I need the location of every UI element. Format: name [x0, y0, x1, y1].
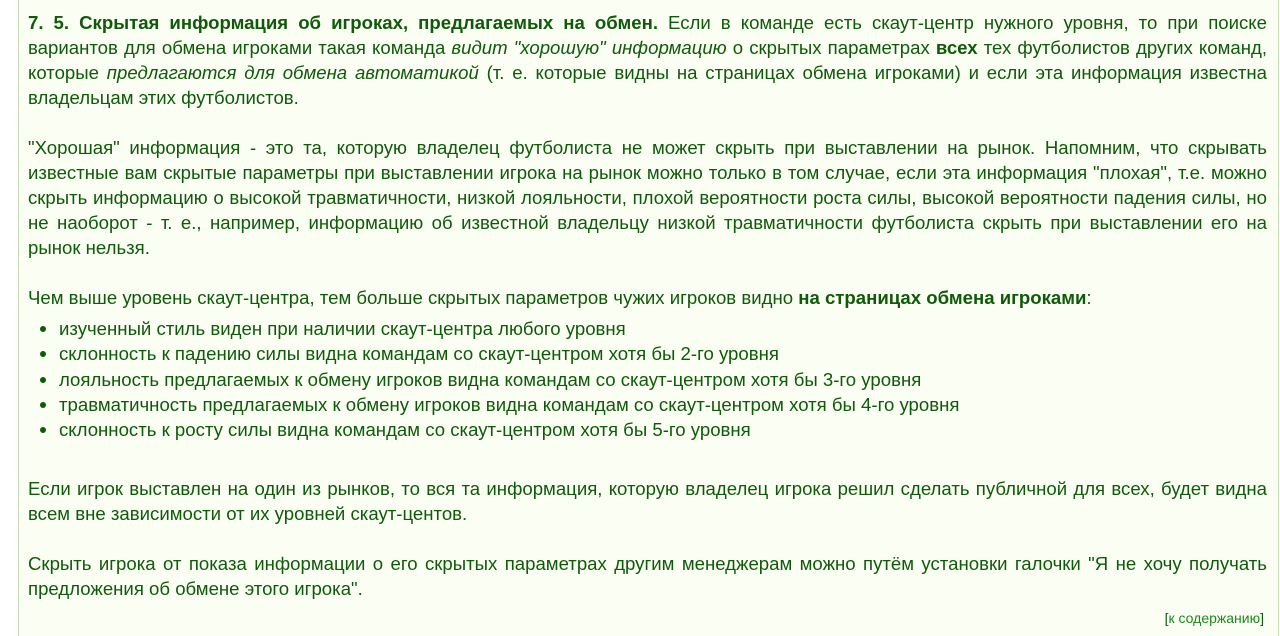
bracket-open: [: [1164, 610, 1169, 626]
content-panel: [18, 0, 1279, 636]
spacer: [28, 526, 1267, 551]
spacer: [28, 110, 1267, 135]
intro-strong: всех: [935, 37, 978, 58]
section-heading: 7. 5. Скрытая информация об игроках, предлагаемых на обмен.: [28, 12, 658, 33]
toc-link-wrapper: [1165, 609, 1264, 627]
article-body: [28, 10, 1267, 601]
list-item: изученный стиль виден при наличии скаут-центра любого уровня: [59, 316, 1267, 341]
paragraph-intro: [28, 10, 1267, 110]
intro-text-2: о скрытых параметрах: [726, 37, 936, 58]
intro-emphasis-2: предлагаются для обмена автоматикой: [106, 62, 479, 83]
spacer: [28, 442, 1267, 476]
scout-levels-strong: на страницах обмена игроками: [798, 287, 1087, 308]
paragraph-scout-levels: [28, 285, 1267, 310]
list-item: склонность к росту силы видна командам со скаут-центром хотя бы 5-го уровня: [59, 417, 1267, 442]
list-item: лояльность предлагаемых к обмену игроков видна командам со скаут-центром хотя бы 3-го уровня: [59, 367, 1267, 392]
paragraph-hide-player: Скрыть игрока от показа информации о его скрытых параметрах другим менеджерам можно путём установки галочки "Я не хочу получать предложения об обмене этого игрока".: [28, 553, 1267, 600]
scout-levels-text: Чем выше уровень скаут-центра, тем больше скрытых параметров чужих игроков видно: [28, 287, 799, 308]
intro-text-4: (т. е. которые видны на страницах обмена игроками) и если эта информация известна владельцам этих футболистов.: [28, 62, 1267, 108]
list-item: травматичность предлагаемых к обмену игроков видна командам со скаут-центром хотя бы 4-го уровня: [59, 392, 1267, 417]
spacer: [28, 260, 1267, 285]
paragraph-good-info: "Хорошая" информация - это та, которую владелец футболиста не может скрыть при выставлении на рынок. Напомним, что скрывать известные вам скрытые параметры при выставлении игрока на рынок можно только в том случае, если эта информация "плохая", т.е. можно скрыть информацию о высокой травматичности, низкой лояльности, плохой вероятности роста силы, высокой вероятности падения силы, но не наоборот - т. е., например, информацию об известной владельцу низкой травматичности футболиста скрыть при выставлении его на рынок нельзя.: [28, 137, 1267, 258]
list-item: склонность к падению силы видна командам со скаут-центром хотя бы 2-го уровня: [59, 341, 1267, 366]
intro-text-1: Если в команде есть скаут-центр нужного уровня, то при поиске вариантов для обмена игроками такая команда: [28, 12, 1267, 58]
intro-emphasis-1: видит "хорошую" информацию: [451, 37, 727, 58]
table-of-contents-link[interactable]: к содержанию: [1168, 610, 1261, 626]
intro-text-3: тех футболистов других команд, которые: [28, 37, 1267, 83]
scout-levels-colon: :: [1086, 287, 1092, 308]
bracket-close: ]: [1260, 610, 1264, 626]
paragraph-public-info: Если игрок выставлен на один из рынков, то вся та информация, которую владелец игрока решил сделать публичной для всех, будет видна всем вне зависимости от их уровней скаут-центов.: [28, 478, 1267, 525]
scout-level-list: [28, 316, 1267, 442]
